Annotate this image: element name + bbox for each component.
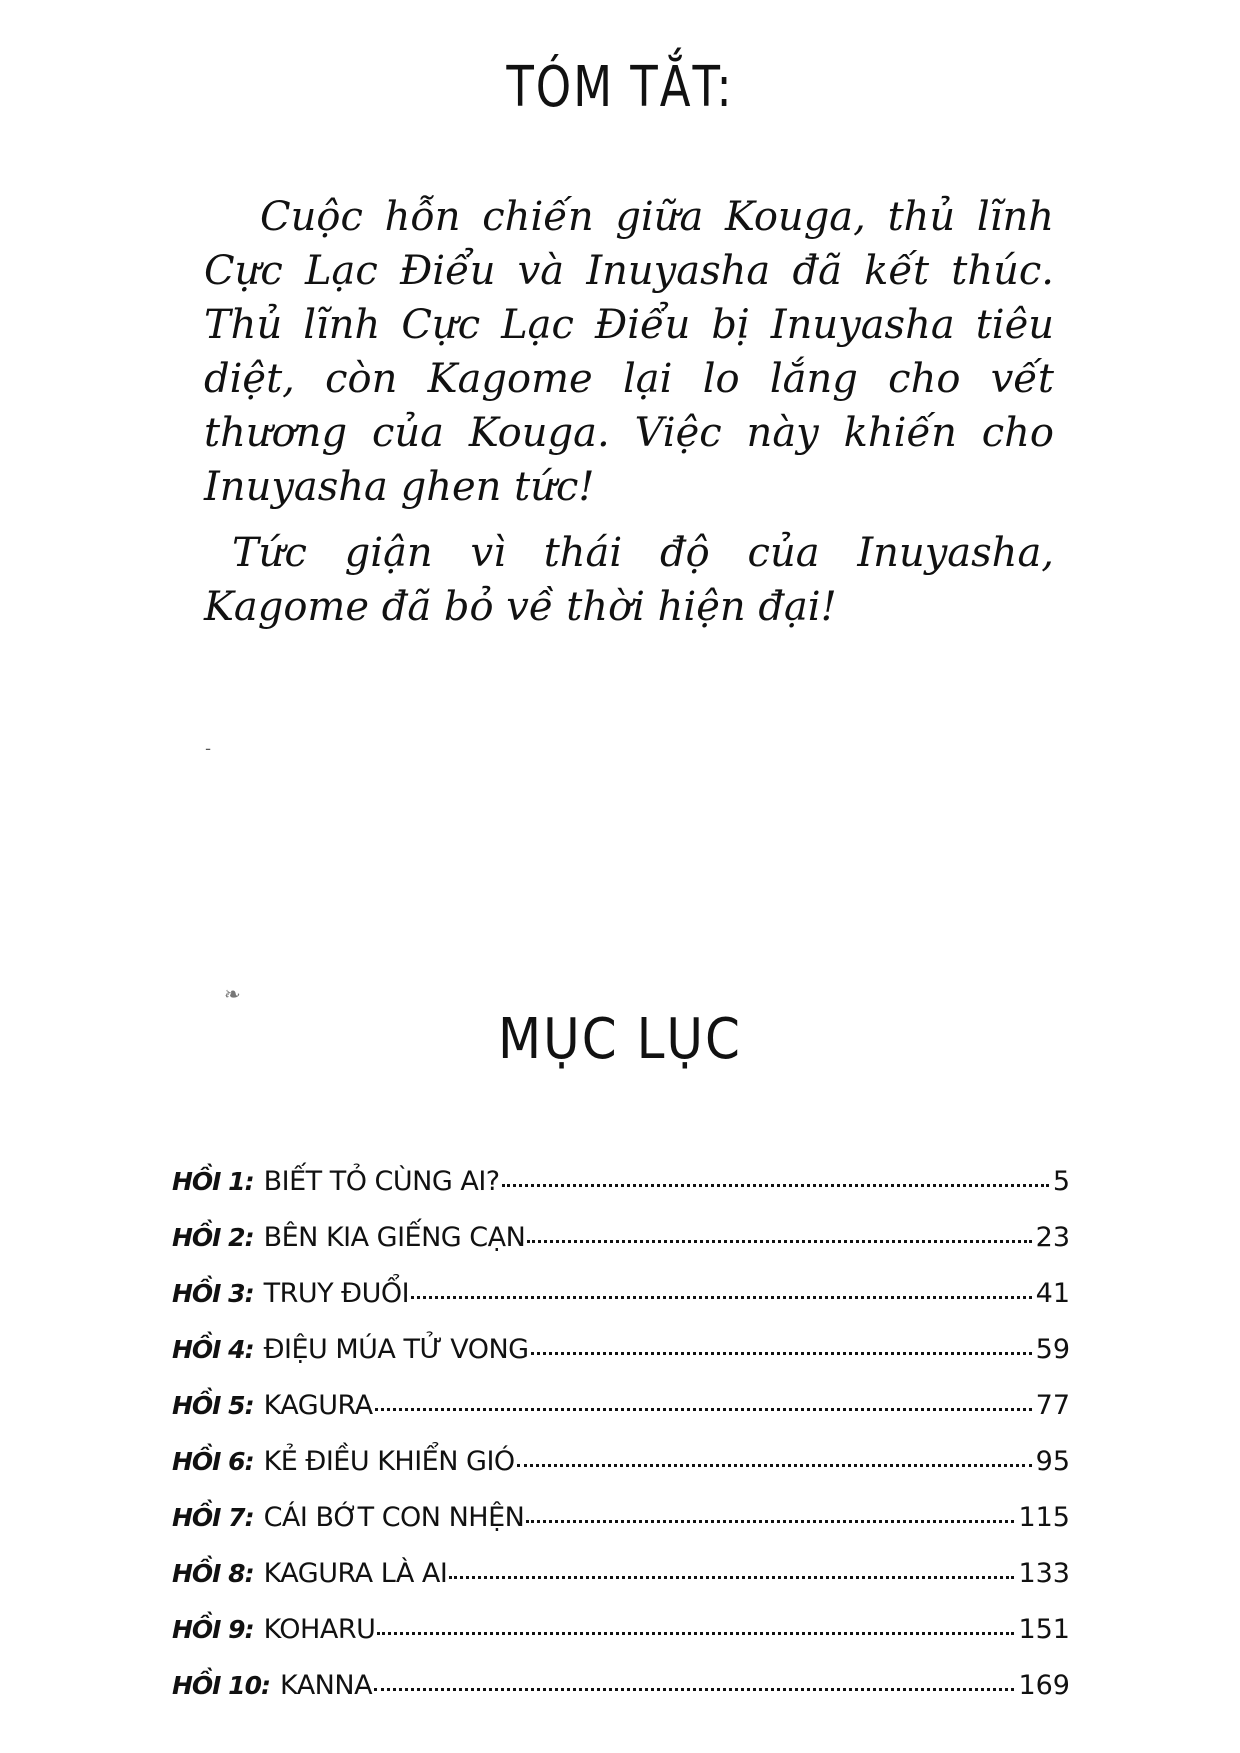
chapter-title: KANNA xyxy=(279,1670,373,1701)
page-number: 151 xyxy=(1018,1614,1070,1645)
toc-entry[interactable] xyxy=(172,1278,1070,1334)
toc-entry[interactable] xyxy=(172,1446,1070,1502)
chapter-title: KAGURA xyxy=(263,1390,373,1421)
summary-title: TÓM TẮT: xyxy=(506,54,734,120)
dot-leader xyxy=(375,1408,1032,1411)
page-number: 41 xyxy=(1035,1278,1070,1309)
dot-leader xyxy=(531,1352,1032,1355)
chapter-number: HỒI 2: xyxy=(172,1223,254,1252)
chapter-title: BIẾT TỎ CÙNG AI? xyxy=(263,1166,500,1197)
chapter-number: HỒI 5: xyxy=(172,1391,254,1420)
table-of-contents xyxy=(172,1166,1070,1726)
scan-speck: ❧ xyxy=(224,982,241,1006)
chapter-number: HỒI 3: xyxy=(172,1279,254,1308)
chapter-title: KOHARU xyxy=(263,1614,376,1645)
page-number: 5 xyxy=(1052,1166,1070,1197)
chapter-title: BÊN KIA GIẾNG CẠN xyxy=(263,1222,526,1253)
chapter-number: HỒI 6: xyxy=(172,1447,254,1476)
toc-entry[interactable] xyxy=(172,1222,1070,1278)
summary-body xyxy=(204,190,1054,646)
dot-leader xyxy=(502,1184,1049,1187)
page-number: 59 xyxy=(1035,1334,1070,1365)
chapter-number: HỒI 9: xyxy=(172,1615,254,1644)
toc-entry[interactable] xyxy=(172,1166,1070,1222)
toc-entry[interactable] xyxy=(172,1502,1070,1558)
chapter-number: HỒI 4: xyxy=(172,1335,254,1364)
dot-leader xyxy=(377,1632,1014,1635)
toc-entry[interactable] xyxy=(172,1390,1070,1446)
chapter-title: KAGURA LÀ AI xyxy=(263,1558,448,1589)
scan-speck: ـ xyxy=(206,738,211,754)
toc-title: MỤC LỤC xyxy=(498,1006,742,1072)
toc-entry[interactable] xyxy=(172,1558,1070,1614)
dot-leader xyxy=(449,1576,1014,1579)
summary-paragraph: Cuộc hỗn chiến giữa Kouga, thủ lĩnh Cực Lạc Điểu và Inuyasha đã kết thúc. Thủ lĩnh Cực Lạc Điểu bị Inuyasha tiêu diệt, còn Kagome lại lo lắng cho vết thương của Kouga. Việc này khiến cho Inuyasha ghen tức! xyxy=(204,194,1054,510)
dot-leader xyxy=(517,1464,1032,1467)
chapter-title: ĐIỆU MÚA TỬ VONG xyxy=(263,1334,529,1365)
page-number: 95 xyxy=(1035,1446,1070,1477)
page-number: 115 xyxy=(1018,1502,1070,1533)
dot-leader xyxy=(374,1688,1014,1691)
chapter-title: CÁI BỚT CON NHỆN xyxy=(263,1502,525,1533)
toc-entry[interactable] xyxy=(172,1670,1070,1726)
chapter-number: HỒI 7: xyxy=(172,1503,254,1532)
toc-entry[interactable] xyxy=(172,1334,1070,1390)
dot-leader xyxy=(411,1296,1032,1299)
summary-paragraph: Tức giận vì thái độ của Inuyasha, Kagome đã bỏ về thời hiện đại! xyxy=(204,530,1054,630)
dot-leader xyxy=(526,1520,1014,1523)
chapter-number: HỒI 10: xyxy=(172,1671,270,1700)
page-number: 133 xyxy=(1018,1558,1070,1589)
chapter-title: KẺ ĐIỀU KHIỂN GIÓ xyxy=(263,1446,515,1477)
dot-leader xyxy=(527,1240,1031,1243)
page-number: 77 xyxy=(1035,1390,1070,1421)
page-number: 169 xyxy=(1018,1670,1070,1701)
page-number: 23 xyxy=(1035,1222,1070,1253)
chapter-number: HỒI 8: xyxy=(172,1559,254,1588)
chapter-title: TRUY ĐUỔI xyxy=(263,1278,410,1309)
toc-entry[interactable] xyxy=(172,1614,1070,1670)
chapter-number: HỒI 1: xyxy=(172,1167,254,1196)
